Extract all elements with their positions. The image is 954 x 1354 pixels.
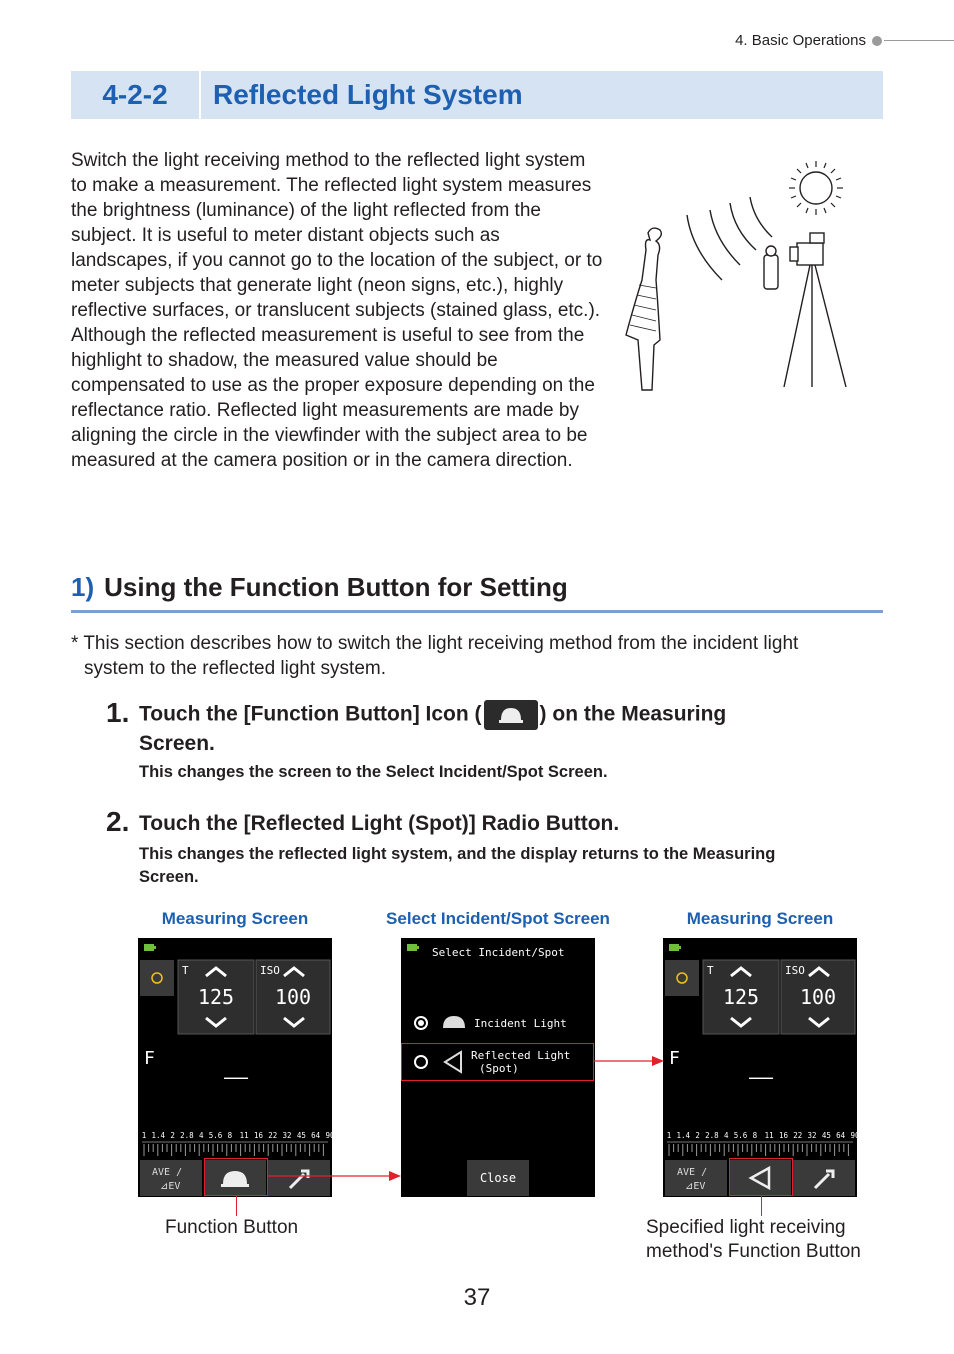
section-title: Reflected Light System: [213, 79, 523, 110]
shutter-value: 125: [722, 985, 760, 1009]
note-line-2: system to the reflected light system.: [84, 658, 387, 679]
f-scale-label: 5.6: [208, 1131, 223, 1140]
step-1-description: This changes the screen to the Select Incident/Spot Screen.: [139, 763, 608, 781]
chapter-dot: [872, 36, 882, 46]
f-scale-label: 22: [268, 1131, 278, 1140]
close-label: Close: [479, 1171, 517, 1185]
subsection-rule: [71, 610, 883, 613]
f-scale-label: 2.8: [180, 1131, 194, 1140]
f-scale: [667, 1131, 860, 1156]
iso-label: ISO: [785, 964, 805, 977]
f-scale-label: 11: [764, 1131, 774, 1140]
ave-label: AVE /: [152, 1167, 183, 1178]
step-2-description-line-1: This changes the reflected light system, and the display returns to the Measuring: [139, 845, 776, 863]
callout-line-right: [761, 1196, 762, 1216]
subsection-heading: [71, 572, 568, 603]
f-scale-label: 90: [850, 1131, 860, 1140]
f-scale-label: 45: [296, 1131, 306, 1140]
f-scale-label: 2: [170, 1131, 175, 1140]
caption-measuring-screen-2: Measuring Screen: [686, 909, 834, 928]
reflected-option-line-1: Reflected Light: [471, 1049, 571, 1062]
f-scale-label: 32: [282, 1131, 292, 1140]
note: [71, 631, 871, 681]
f-label: F: [144, 1048, 155, 1069]
arrow-to-select-icon: [389, 1171, 401, 1181]
f-scale-label: 1.4: [676, 1131, 691, 1140]
callout-specified-button: [646, 1216, 861, 1264]
intro-paragraph: Switch the light receiving method to the reflected light system to make a measurement. The reflected light system measures the brightness (luminance) of the light reflected from the subject. It is useful to meter distant objects such as landscapes, if you cannot go to the location of the subject, or to meter subjects that generate light (neon signs, etc.), highly reflective surfaces, or translucent subjects (stained glass, etc.). Although the reflected measurement is useful to see from the highlight to shadow, the measured value should be compensated to use as the proper exposure depending on the reflectance ratio. Reflected light measurements are made by aligning the circle in the viewfinder with the subject area to be measured at the camera position or in the camera direction.: [71, 150, 603, 471]
caption-measuring-screen-1: Measuring Screen: [161, 909, 309, 928]
iso-label: ISO: [260, 964, 280, 977]
f-scale-label: 90: [325, 1131, 335, 1140]
f-scale-label: 5.6: [733, 1131, 748, 1140]
f-scale-label: 45: [821, 1131, 831, 1140]
note-line-1: * This section describes how to switch the light receiving method from the incident light: [71, 633, 799, 654]
f-scale-label: 1.4: [151, 1131, 166, 1140]
f-scale-label: 4: [198, 1131, 204, 1140]
step-1-title-part-2: ) on the Measuring: [539, 702, 727, 726]
reflected-option-line-2: (Spot): [479, 1062, 519, 1075]
step-1-title-part-1: Touch the [Function Button] Icon (: [139, 702, 482, 726]
step-2-number: 2.: [106, 806, 130, 837]
callout-line-left: [236, 1196, 237, 1216]
battery-icon: [407, 944, 417, 951]
f-scale-label: 2: [695, 1131, 700, 1140]
incident-dome-icon: [443, 1016, 465, 1028]
chapter-header: 4. Basic Operations: [735, 32, 866, 49]
specified-function-button-highlight: [729, 1158, 793, 1196]
iso-value: 100: [274, 985, 312, 1009]
light-mode-icon: [665, 960, 699, 996]
f-scale-label: 2.8: [705, 1131, 719, 1140]
reflected-light-illustration: [612, 155, 862, 400]
battery-icon: [669, 944, 679, 951]
callout-specified-line-2: method's Function Button: [646, 1241, 861, 1262]
ev-label: ⊿EV: [685, 1181, 706, 1192]
f-scale-label: 1: [141, 1131, 147, 1140]
iso-value: 100: [799, 985, 837, 1009]
f-scale-label: 1: [666, 1131, 672, 1140]
step-1-title-line-2: Screen.: [139, 732, 215, 755]
function-button-icon: [484, 700, 538, 730]
f-label: F: [669, 1048, 680, 1069]
f-scale-label: 11: [239, 1131, 249, 1140]
arrow-to-measuring-icon: [652, 1056, 664, 1066]
ave-label: AVE /: [677, 1167, 708, 1178]
subsection-title: Using the Function Button for Setting: [104, 572, 568, 602]
section-number: 4-2-2: [102, 79, 168, 110]
caption-select-screen: Select Incident/Spot Screen: [386, 909, 610, 928]
ev-label: ⊿EV: [160, 1181, 181, 1192]
callout-function-button: Function Button: [165, 1217, 299, 1238]
light-mode-icon: [140, 960, 174, 996]
incident-option: Incident Light: [474, 1017, 567, 1030]
step-2-description-line-2: Screen.: [139, 868, 199, 886]
chapter-line: [884, 40, 954, 41]
f-scale-label: 64: [311, 1131, 321, 1140]
function-button-highlight: [204, 1158, 268, 1196]
f-scale-label: 16: [253, 1131, 263, 1140]
f-scale-label: 4: [723, 1131, 729, 1140]
step-2-title: Touch the [Reflected Light (Spot)] Radio Button.: [139, 812, 620, 835]
section-divider: [199, 71, 201, 119]
t-label: T: [707, 964, 714, 977]
f-scale-label: 64: [836, 1131, 846, 1140]
t-label: T: [182, 964, 189, 977]
battery-icon: [144, 944, 154, 951]
step-1-number: 1.: [106, 697, 130, 728]
f-scale-label: 32: [807, 1131, 817, 1140]
f-scale-label: 8: [227, 1131, 233, 1140]
shutter-value: 125: [197, 985, 235, 1009]
page-number: 37: [463, 1284, 491, 1311]
f-scale-label: 16: [778, 1131, 788, 1140]
f-scale-label: 8: [752, 1131, 758, 1140]
f-value: ——: [223, 1065, 249, 1089]
subsection-number: 1): [71, 572, 95, 602]
step-2-description: [139, 843, 879, 889]
step-1-title: [139, 700, 839, 757]
callout-specified-line-1: Specified light receiving: [646, 1217, 846, 1238]
select-title: Select Incident/Spot: [432, 946, 565, 959]
f-scale-label: 22: [793, 1131, 803, 1140]
flow-arrows: [268, 1050, 668, 1180]
f-value: ——: [748, 1065, 774, 1089]
